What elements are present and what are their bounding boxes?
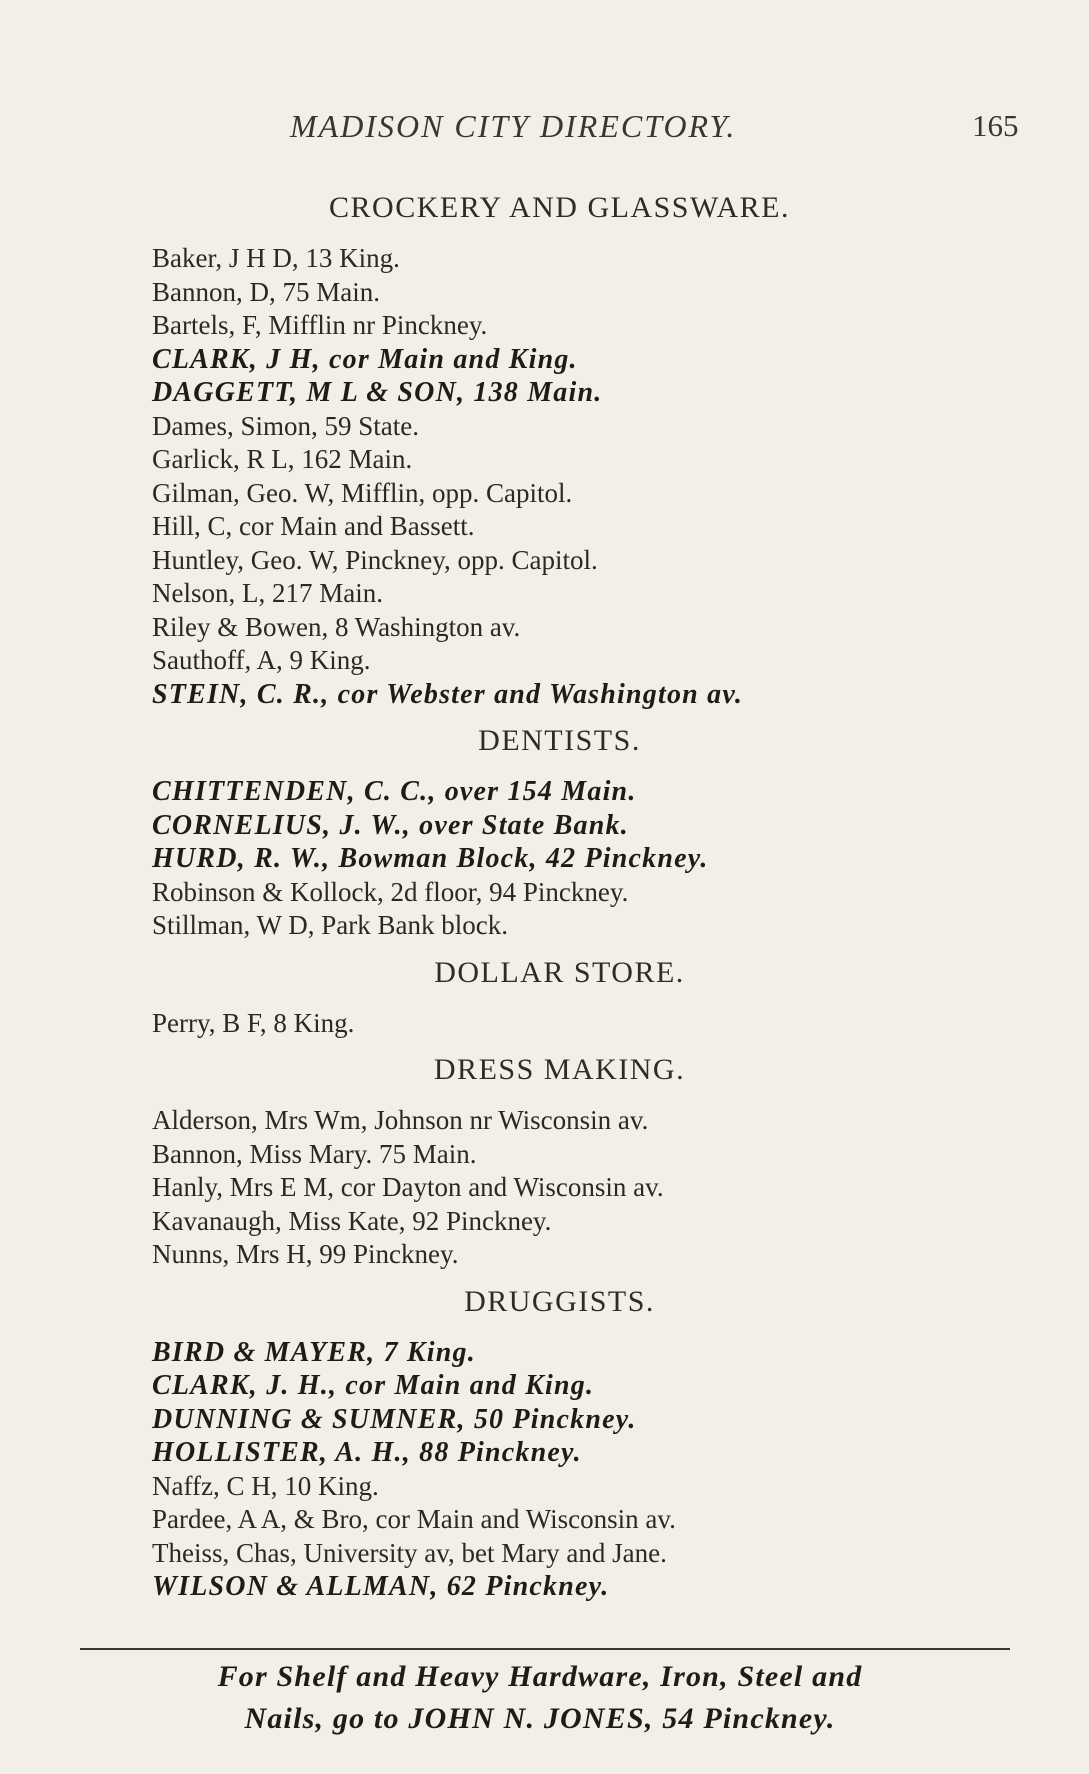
directory-entry-advertiser: HOLLISTER, A. H., 88 Pinckney. [152,1437,582,1468]
directory-entry: Sauthoff, A, 9 King. [152,645,371,675]
directory-entry: Alderson, Mrs Wm, Johnson nr Wisconsin av. [152,1105,649,1135]
directory-entry-advertiser: CLARK, J. H., cor Main and King. [152,1370,595,1401]
directory-entry-advertiser: BIRD & MAYER, 7 King. [152,1336,476,1368]
directory-entry-advertiser: DUNNING & SUMNER, 50 Pinckney. [152,1403,637,1435]
section-heading: DENTISTS. [478,724,641,757]
directory-section [0,721,1089,943]
directory-listings [0,180,1089,1614]
directory-entry: Pardee, A A, & Bro, cor Main and Wisconsin av. [152,1504,676,1534]
footer-divider [80,1648,1010,1650]
section-heading: DRESS MAKING. [433,1053,686,1086]
footer-advertisement [60,1656,1020,1740]
directory-entry: Bannon, D, 75 Main. [152,276,380,307]
directory-entry: Huntley, Geo. W, Pinckney, opp. Capitol. [152,544,598,575]
directory-entry-advertiser: CLARK, J H, cor Main and King. [152,343,578,375]
directory-entry: Dames, Simon, 59 State. [152,410,419,441]
directory-section [0,953,1089,1041]
directory-entry-advertiser: CHITTENDEN, C. C., over 154 Main. [152,776,637,807]
directory-section [0,1050,1089,1272]
directory-entry: Kavanaugh, Miss Kate, 92 Pinckney. [152,1205,552,1236]
directory-entry: Stillman, W D, Park Bank block. [152,910,508,940]
section-heading: DRUGGISTS. [464,1284,655,1318]
directory-entry: Riley & Bowen, 8 Washington av. [152,611,521,642]
section-heading: CROCKERY AND GLASSWARE. [329,191,790,224]
directory-entry: Gilman, Geo. W, Mifflin, opp. Capitol. [152,477,573,508]
directory-entry: Hanly, Mrs E M, cor Dayton and Wisconsin av. [152,1172,664,1202]
directory-entry: Nunns, Mrs H, 99 Pinckney. [152,1239,459,1269]
directory-entry-advertiser: HURD, R. W., Bowman Block, 42 Pinckney. [152,843,709,874]
directory-entry-advertiser: WILSON & ALLMAN, 62 Pinckney. [152,1571,610,1602]
directory-entry: Bannon, Miss Mary. 75 Main. [152,1138,477,1169]
header-title: MADISON CITY DIRECTORY. [290,108,737,144]
directory-entry: Perry, B F, 8 King. [152,1007,355,1038]
running-header [0,108,1089,148]
directory-entry: Naffz, C H, 10 King. [152,1470,379,1501]
directory-entry: Hill, C, cor Main and Bassett. [152,511,475,541]
directory-entry-advertiser: STEIN, C. R., cor Webster and Washington av. [152,678,744,710]
directory-entry: Nelson, L, 217 Main. [152,578,383,608]
directory-entry-advertiser: CORNELIUS, J. W., over State Bank. [152,809,629,841]
page-number: 165 [972,108,1019,143]
directory-entry: Bartels, F, Mifflin nr Pinckney. [152,310,488,340]
directory-section [0,188,1089,711]
footer-ad-line-2: Nails, go to JOHN N. JONES, 54 Pinckney. [244,1702,836,1735]
directory-section [0,1282,1089,1604]
footer-ad-line-1: For Shelf and Heavy Hardware, Iron, Steel and [217,1660,863,1693]
directory-entry: Garlick, R L, 162 Main. [152,444,413,474]
directory-entry-advertiser: DAGGETT, M L & SON, 138 Main. [152,377,603,408]
directory-entry: Robinson & Kollock, 2d floor, 94 Pinckney. [152,876,629,907]
directory-entry: Theiss, Chas, University av, bet Mary and Jane. [152,1537,667,1568]
directory-entry: Baker, J H D, 13 King. [152,243,400,273]
section-heading: DOLLAR STORE. [434,955,685,989]
